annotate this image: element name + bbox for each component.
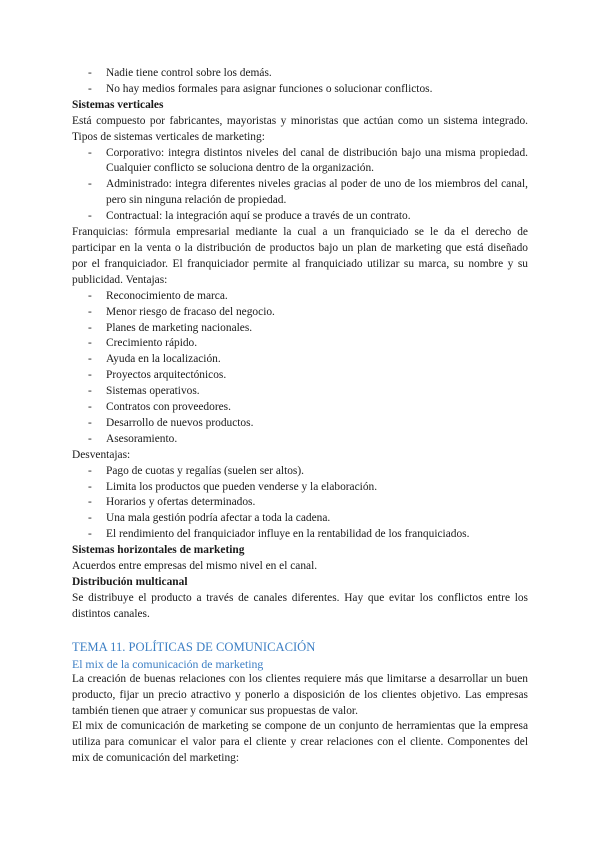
list-item: - Asesoramiento. [72,432,528,448]
intro-list [72,66,528,98]
list-item: - Reconocimiento de marca. [72,289,528,305]
paragraph-sistemas-verticales: Está compuesto por fabricantes, mayoristas y minoristas que actúan como un sistema integrado. Tipos de sistemas verticales de marketing: [72,114,528,143]
list-item: - Crecimiento rápido. [72,336,528,352]
list-item: - Sistemas operativos. [72,384,528,400]
list-item: - Corporativo: integra distintos niveles del canal de distribución bajo una misma propiedad. Cualquier conflicto se soluciona dentro de la organización. [72,146,528,178]
list-item: - Planes de marketing nacionales. [72,321,528,337]
paragraph-mix-comunicacion: El mix de comunicación de marketing se compone de un conjunto de herramientas que la empresa utiliza para comunicar el valor para el cliente y crear relaciones con el cliente. Componentes del mix de comunicación del marketing: [72,720,528,765]
list-item: - Contractual: la integración aquí se produce a través de un contrato. [72,209,528,225]
vertical-types-list [72,146,528,226]
list-item: - Pago de cuotas y regalías (suelen ser altos). [72,464,528,480]
list-item: - Nadie tiene control sobre los demás. [72,66,528,82]
list-item: - Horarios y ofertas determinados. [72,495,528,511]
list-item: - Desarrollo de nuevos productos. [72,416,528,432]
heading-distribucion-multicanal: Distribución multicanal [72,576,188,588]
chapter-title: TEMA 11. POLÍTICAS DE COMUNICACIÓN [72,639,316,654]
list-item: - Administrado: integra diferentes niveles gracias al poder de uno de los miembros del canal, pero sin ninguna relación de propiedad. [72,177,528,209]
list-item: - Una mala gestión podría afectar a toda la cadena. [72,511,528,527]
paragraph-franquicias: Franquicias: fórmula empresarial mediante la cual a un franquiciado se le da el derecho de participar en la venta o la distribución de productos bajo un plan de marketing que está diseñado por el franquiciador. El franquiciador permite al franquiciado utilizar su marca, su nombre y su publicidad. Ventajas: [72,226,528,286]
section-subtitle: El mix de la comunicación de marketing [72,656,264,671]
paragraph-sistemas-horizontales: Acuerdos entre empresas del mismo nivel en el canal. [72,560,318,573]
desventajas-label: Desventajas: [72,448,131,461]
paragraph-distribucion-multicanal: Se distribuye el producto a través de canales diferentes. Hay que evitar los conflictos entre los distintos canales. [72,591,528,620]
ventajas-list [72,289,528,448]
heading-sistemas-horizontales: Sistemas horizontales de marketing [72,544,245,557]
heading-sistemas-verticales: Sistemas verticales [72,98,164,111]
list-item: - El rendimiento del franquiciador influye en la rentabilidad de los franquiciados. [72,527,528,543]
list-item: - Limita los productos que pueden venderse y la elaboración. [72,480,528,496]
section-spacer [72,623,528,639]
list-item: - Menor riesgo de fracaso del negocio. [72,305,528,321]
list-item: - Ayuda en la localización. [72,352,528,368]
list-item: - Proyectos arquitectónicos. [72,368,528,384]
paragraph-relaciones: La creación de buenas relaciones con los clientes requiere más que limitarse a desarrollar un buen producto, fijar un precio atractivo y ponerlo a disposición de los clientes objetivo. Las empresas también tienen que atraer y comunicar sus propuestas de valor. [72,672,528,717]
desventajas-list [72,464,528,544]
list-item: - Contratos con proveedores. [72,400,528,416]
list-item: - No hay medios formales para asignar funciones o solucionar conflictos. [72,82,528,98]
